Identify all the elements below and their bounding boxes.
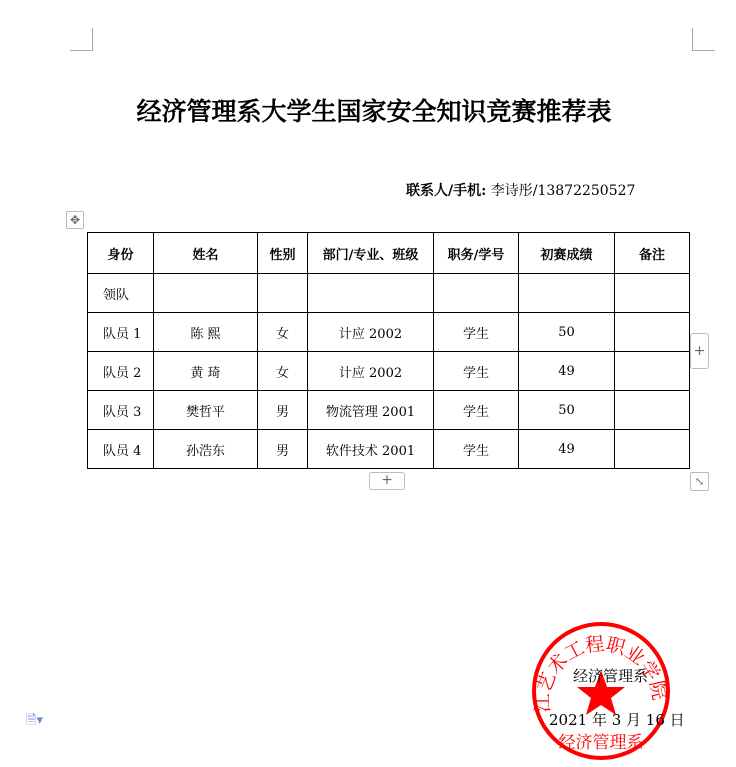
table-cell[interactable]: 49 — [519, 430, 615, 469]
header-cell: 初赛成绩 — [519, 233, 615, 274]
table-cell[interactable] — [434, 274, 519, 313]
table-move-handle[interactable]: ✥ — [66, 211, 84, 229]
svg-text:江艺术工程职业学院: 江艺术工程职业学院 — [531, 632, 671, 713]
table-cell[interactable]: 学生 — [434, 313, 519, 352]
recommendation-table — [87, 232, 690, 469]
table-cell[interactable] — [308, 274, 434, 313]
header-cell: 部门/专业、班级 — [308, 233, 434, 274]
table-cell[interactable]: 49 — [519, 352, 615, 391]
table-cell[interactable]: 物流管理 2001 — [308, 391, 434, 430]
table-cell[interactable]: 男 — [258, 430, 308, 469]
table-cell[interactable]: 学生 — [434, 430, 519, 469]
signature-department: 经济管理系 — [573, 667, 649, 685]
table-cell[interactable]: 软件技术 2001 — [308, 430, 434, 469]
header-cell: 身份 — [88, 233, 154, 274]
add-row-button[interactable]: + — [369, 472, 405, 490]
header-cell: 姓名 — [154, 233, 258, 274]
table-row — [88, 352, 690, 391]
table-cell[interactable]: 队员 2 — [88, 352, 154, 391]
table-cell[interactable]: 计应 2002 — [308, 313, 434, 352]
contact-line — [406, 180, 635, 200]
header-cell: 备注 — [615, 233, 690, 274]
document-options-icon[interactable]: 🗎▾ — [26, 713, 43, 728]
table-cell[interactable] — [615, 391, 690, 430]
table-cell[interactable]: 孙浩东 — [154, 430, 258, 469]
table-cell[interactable] — [615, 352, 690, 391]
contact-label: 联系人/手机: — [406, 183, 487, 199]
table-cell[interactable]: 学生 — [434, 391, 519, 430]
table-row — [88, 313, 690, 352]
table-row — [88, 391, 690, 430]
table-cell[interactable]: 50 — [519, 313, 615, 352]
table-cell[interactable]: 女 — [258, 352, 308, 391]
header-cell: 性别 — [258, 233, 308, 274]
table-cell[interactable]: 黄 琦 — [154, 352, 258, 391]
table-cell[interactable]: 队员 1 — [88, 313, 154, 352]
table-cell[interactable]: 队员 4 — [88, 430, 154, 469]
table-cell[interactable]: 队员 3 — [88, 391, 154, 430]
official-seal — [530, 620, 672, 762]
table-cell[interactable] — [154, 274, 258, 313]
table-cell[interactable]: 学生 — [434, 352, 519, 391]
table-cell[interactable]: 领队 — [88, 274, 154, 313]
add-column-button[interactable]: + — [690, 333, 709, 369]
table-cell[interactable] — [615, 274, 690, 313]
table-cell[interactable] — [615, 313, 690, 352]
table-row — [88, 274, 690, 313]
table-row — [88, 430, 690, 469]
table-cell[interactable] — [615, 430, 690, 469]
table-cell[interactable]: 樊哲平 — [154, 391, 258, 430]
table-cell[interactable]: 男 — [258, 391, 308, 430]
signature-date: 2021 年 3 月 16 日 — [549, 711, 685, 729]
svg-text:经济管理系: 经济管理系 — [558, 733, 644, 753]
document-title: 经济管理系大学生国家安全知识竞赛推荐表 — [136, 97, 612, 126]
table-cell[interactable] — [519, 274, 615, 313]
table-cell[interactable]: 50 — [519, 391, 615, 430]
page-corner-mark — [692, 28, 715, 51]
table-cell[interactable]: 计应 2002 — [308, 352, 434, 391]
table-cell[interactable] — [258, 274, 308, 313]
table-cell[interactable]: 陈 熙 — [154, 313, 258, 352]
table-resize-handle[interactable]: ⤡ — [690, 472, 709, 491]
page-corner-mark — [70, 28, 93, 51]
header-cell: 职务/学号 — [434, 233, 519, 274]
table-cell[interactable]: 女 — [258, 313, 308, 352]
table-header-row — [88, 233, 690, 274]
contact-value: 李诗彤/13872250527 — [490, 183, 636, 199]
